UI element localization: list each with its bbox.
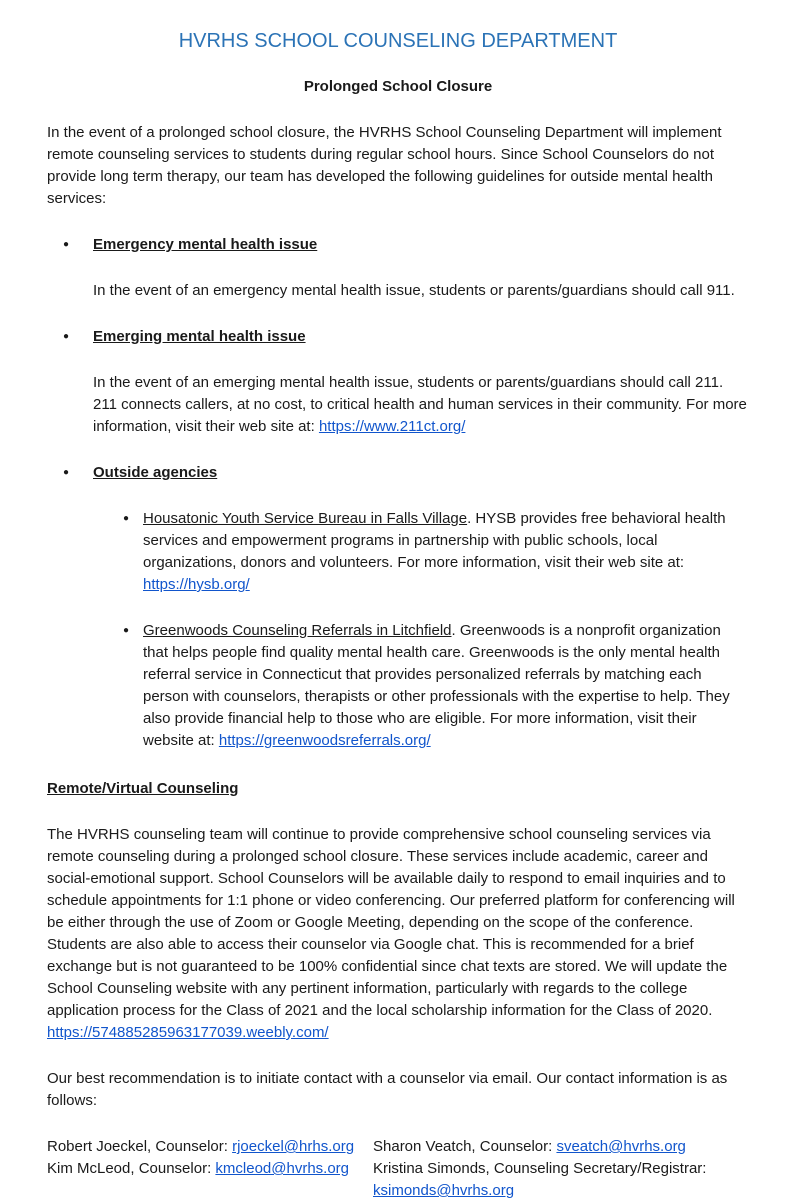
bullet-icon: ● xyxy=(63,467,70,478)
bullet-emerging xyxy=(63,326,749,348)
greenwoods-text: . Greenwoods is a nonprofit organization that helps people find quality mental health care. Greenwoods is the only mental health referral service in Connecticut that provides personalized referrals by matching each person with counselors, therapists or other professionals with the expertise to help. They also provide financial help to those who are eligible. For more information, visit their website at: xyxy=(143,622,730,749)
sub-bullet-hysb-content xyxy=(143,508,749,596)
greenwoods-lead: Greenwoods Counseling Referrals in Litchfield xyxy=(143,622,452,639)
hysb-lead: Housatonic Youth Service Bureau in Falls Village xyxy=(143,510,468,527)
contact-column-left xyxy=(47,1136,373,1202)
link-greenwoods[interactable]: https://greenwoodsreferrals.org/ xyxy=(218,732,431,749)
page-subtitle: Prolonged School Closure xyxy=(303,78,493,95)
bullet-emergency-body: In the event of an emergency mental health issue, students or parents/guardians should call 911. xyxy=(93,282,735,299)
remote-counseling-heading: Remote/Virtual Counseling xyxy=(47,780,239,797)
intro-paragraph: In the event of a prolonged school closure, the HVRHS School Counseling Department will implement remote counseling services to students during regular school hours. Since School Counselors do not provide long term therapy, our team has developed the following guidelines for outside mental health services: xyxy=(47,124,722,207)
contact-label: Robert Joeckel, Counselor: xyxy=(47,1138,233,1155)
bullet-emerging-body xyxy=(93,372,749,438)
bullet-icon: ● xyxy=(63,239,70,250)
bullet-emerging-text: In the event of an emerging mental health issue, students or parents/guardians should call 211. 211 connects callers, at no cost, to critical health and human services in their community. For more information, visit their web site at: xyxy=(93,374,747,435)
contact-label: Sharon Veatch, Counselor: xyxy=(373,1138,557,1155)
link-211ct[interactable]: https://www.211ct.org/ xyxy=(318,418,466,435)
hysb-text: . HYSB provides free behavioral health services and empowerment programs in partnership with public schools, local organizations, donors and volunteers. For more information, visit their web site at: xyxy=(143,510,726,571)
bullet-outside-heading: Outside agencies xyxy=(93,464,218,481)
bullet-emerging-heading: Emerging mental health issue xyxy=(93,328,306,345)
email-link-rjoeckel[interactable]: rjoeckel@hrhs.org xyxy=(232,1138,355,1155)
page-title: HVRHS SCHOOL COUNSELING DEPARTMENT xyxy=(178,30,618,52)
closing-paragraph: Our best recommendation is to initiate contact with a counselor via email. Our contact information is as follows: xyxy=(47,1070,728,1109)
contact-entry xyxy=(47,1136,373,1158)
sub-bullet-hysb xyxy=(123,508,749,596)
contact-entry xyxy=(47,1158,373,1180)
contact-label: Kristina Simonds, Counseling Secretary/Registrar: xyxy=(373,1160,707,1177)
email-link-kmcleod[interactable]: kmcleod@hvrhs.org xyxy=(215,1160,350,1177)
bullet-icon: ● xyxy=(63,331,70,342)
link-hysb[interactable]: https://hysb.org/ xyxy=(143,576,250,593)
contact-entry xyxy=(373,1136,749,1158)
bullet-emergency-heading: Emergency mental health issue xyxy=(93,236,318,253)
bullet-outside-agencies xyxy=(63,462,749,484)
email-link-ksimonds[interactable]: ksimonds@hvrhs.org xyxy=(373,1182,515,1199)
remote-counseling-text: The HVRHS counseling team will continue to provide comprehensive school counseling services via remote counseling during a prolonged school closure. These services include academic, career and social-emotional support. School Counselors will be available daily to respond to email inquiries and to schedule appointments for 1:1 phone or video conferencing. Our preferred platform for conferencing will be either through the use of Zoom or Google Meeting, depending on the scope of the conference. Students are also able to access their counselor via Google chat. This is recommended for a brief exchange but is not guaranteed to be 100% confidential since chat texts are stored. We will update the School Counseling website with any pertinent information, particularly with regards to the college application process for the Class of 2021 and the local scholarship information for the Class of 2020. xyxy=(47,826,735,1019)
email-link-sveatch[interactable]: sveatch@hvrhs.org xyxy=(556,1138,686,1155)
bullet-icon: ● xyxy=(123,513,130,524)
bullet-emergency xyxy=(63,234,749,256)
contact-column-right xyxy=(373,1136,749,1202)
bullet-icon: ● xyxy=(123,625,130,636)
sub-bullet-greenwoods-content xyxy=(143,620,749,752)
contact-block xyxy=(47,1136,749,1202)
contact-entry xyxy=(373,1158,749,1202)
remote-counseling-paragraph xyxy=(47,824,749,1044)
link-weebly[interactable]: https://574885285963177039.weebly.com/ xyxy=(47,1024,329,1041)
contact-label: Kim McLeod, Counselor: xyxy=(47,1160,216,1177)
sub-bullet-greenwoods xyxy=(123,620,749,752)
